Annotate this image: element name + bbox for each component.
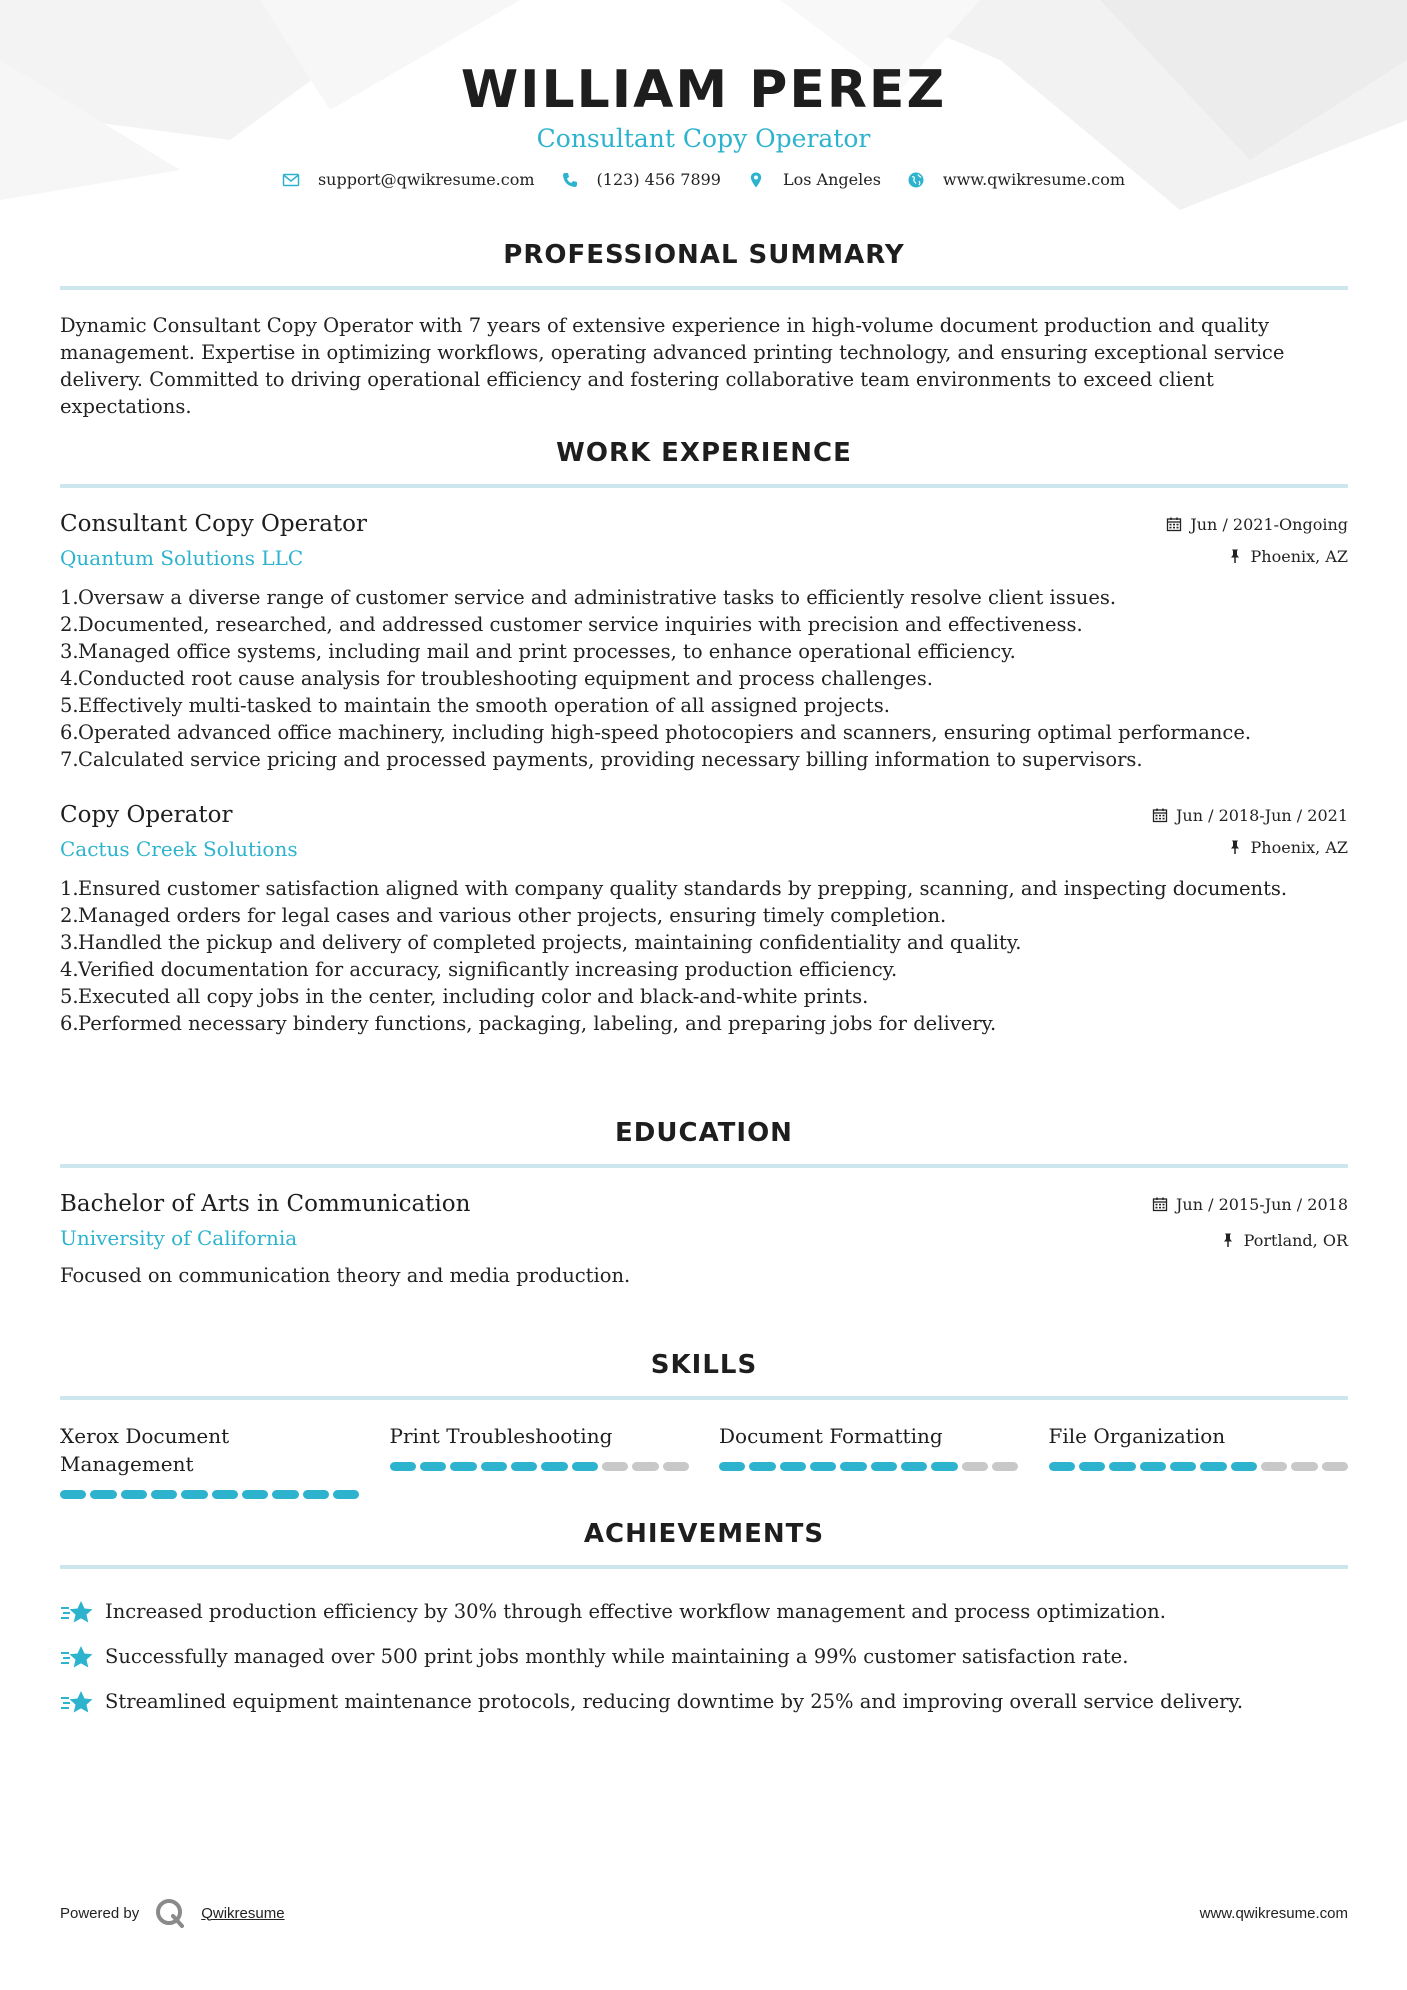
- job-bullets: [60, 875, 1348, 1037]
- skill-name: Print Troubleshooting: [389, 1424, 613, 1448]
- list-item: 3.Managed office systems, including mail and print processes, to enhance operational efficiency.: [60, 640, 1016, 663]
- experience-heading: WORK EXPERIENCE: [556, 438, 852, 468]
- skill-level-bar: [390, 1462, 690, 1471]
- skills-list: [60, 1422, 1348, 1499]
- education-entry: [60, 1188, 1348, 1289]
- education-description: Focused on communication theory and media production.: [60, 1264, 631, 1287]
- star-icon: [60, 1687, 94, 1717]
- star-icon: [60, 1642, 94, 1672]
- skill-segment-filled: [60, 1490, 86, 1499]
- list-item: 1.Ensured customer satisfaction aligned with company quality standards by prepping, scanning, and inspecting documents.: [60, 877, 1288, 900]
- skill-segment-filled: [840, 1462, 866, 1471]
- pin-icon: [1227, 839, 1243, 855]
- list-item: 4.Verified documentation for accuracy, significantly increasing production efficiency.: [60, 958, 898, 981]
- achievement-item: [60, 1687, 1348, 1717]
- skill-item: [60, 1422, 360, 1499]
- skill-segment-empty: [1322, 1462, 1348, 1471]
- pin-icon: [1227, 548, 1243, 564]
- skill-segment-filled: [481, 1462, 507, 1471]
- skill-name: Xerox Document Management: [60, 1424, 230, 1476]
- location-icon: [747, 171, 765, 189]
- calendar-icon: [1152, 807, 1168, 823]
- degree: Bachelor of Arts in Communication: [60, 1191, 471, 1217]
- job-location: [1166, 540, 1348, 572]
- skill-segment-filled: [90, 1490, 116, 1499]
- skills-heading: SKILLS: [650, 1350, 758, 1380]
- job-company: Cactus Creek Solutions: [60, 837, 298, 861]
- job-location-text: Phoenix, AZ: [1250, 546, 1348, 566]
- qwikresume-logo-icon: [153, 1896, 187, 1930]
- star-icon: [60, 1597, 94, 1627]
- skill-segment-filled: [212, 1490, 238, 1499]
- skill-item: [390, 1422, 690, 1499]
- skill-segment-filled: [931, 1462, 957, 1471]
- summary-heading: PROFESSIONAL SUMMARY: [503, 240, 905, 270]
- skill-segment-filled: [1231, 1462, 1257, 1471]
- contact-location: [747, 170, 881, 189]
- education-meta: [1152, 1188, 1348, 1256]
- skill-segment-filled: [333, 1490, 359, 1499]
- skill-segment-filled: [1079, 1462, 1105, 1471]
- calendar-icon: [1152, 1196, 1168, 1212]
- footer-website[interactable]: www.qwikresume.com: [1199, 1904, 1348, 1922]
- skill-name: Document Formatting: [719, 1424, 943, 1448]
- website-text: www.qwikresume.com: [942, 170, 1126, 189]
- achievements-section: [60, 1517, 1348, 1717]
- achievement-item: [60, 1597, 1348, 1627]
- job-meta: [1166, 508, 1348, 572]
- candidate-title: Consultant Copy Operator: [536, 124, 871, 153]
- skill-segment-filled: [719, 1462, 745, 1471]
- education-location: [1152, 1224, 1348, 1256]
- candidate-name: WILLIAM PEREZ: [460, 60, 947, 120]
- location-text: Los Angeles: [782, 170, 881, 189]
- skill-segment-filled: [810, 1462, 836, 1471]
- job-dates-text: Jun / 2021-Ongoing: [1190, 514, 1348, 534]
- job-dates: [1152, 799, 1348, 831]
- email-text: support@qwikresume.com: [317, 170, 535, 189]
- skill-segment-filled: [871, 1462, 897, 1471]
- skill-segment-empty: [962, 1462, 988, 1471]
- skill-segment-filled: [901, 1462, 927, 1471]
- experience-section: [60, 436, 1348, 1037]
- phone-icon: [561, 171, 579, 189]
- education-dates: [1152, 1188, 1348, 1220]
- skill-segment-empty: [632, 1462, 658, 1471]
- calendar-icon: [1166, 516, 1182, 532]
- list-item: 1.Oversaw a diverse range of customer service and administrative tasks to efficiently resolve client issues.: [60, 586, 1117, 609]
- achievement-text: Successfully managed over 500 print jobs monthly while maintaining a 99% customer satisfaction rate.: [105, 1645, 1129, 1668]
- skill-segment-filled: [780, 1462, 806, 1471]
- achievements-heading: ACHIEVEMENTS: [583, 1519, 825, 1549]
- skill-segment-filled: [420, 1462, 446, 1471]
- contact-bar: [0, 170, 1407, 189]
- job-dates-text: Jun / 2018-Jun / 2021: [1175, 805, 1348, 825]
- phone-text: (123) 456 7899: [596, 170, 721, 189]
- skill-segment-empty: [1261, 1462, 1287, 1471]
- skill-segment-filled: [572, 1462, 598, 1471]
- skill-segment-empty: [602, 1462, 628, 1471]
- footer-branding: [60, 1896, 285, 1930]
- email-icon: [282, 171, 300, 189]
- skill-level-bar: [719, 1462, 1019, 1471]
- section-divider: [60, 1164, 1348, 1168]
- brand-link[interactable]: Qwikresume: [201, 1904, 285, 1922]
- skill-segment-filled: [181, 1490, 207, 1499]
- list-item: 3.Handled the pickup and delivery of completed projects, maintaining confidentiality and quality.: [60, 931, 1022, 954]
- footer: [60, 1896, 1348, 1930]
- skill-segment-filled: [121, 1490, 147, 1499]
- skill-segment-filled: [242, 1490, 268, 1499]
- skill-segment-filled: [303, 1490, 329, 1499]
- contact-email[interactable]: [282, 170, 535, 189]
- powered-by-label: Powered by: [60, 1904, 140, 1922]
- job-location: [1152, 831, 1348, 863]
- skill-segment-empty: [1291, 1462, 1317, 1471]
- skill-segment-empty: [663, 1462, 689, 1471]
- section-divider: [60, 286, 1348, 290]
- education-dates-text: Jun / 2015-Jun / 2018: [1175, 1194, 1348, 1214]
- skill-segment-filled: [450, 1462, 476, 1471]
- achievement-item: [60, 1642, 1348, 1672]
- achievement-text: Streamlined equipment maintenance protocols, reducing downtime by 25% and improving overall service delivery.: [105, 1690, 1244, 1713]
- skill-segment-filled: [749, 1462, 775, 1471]
- skill-segment-filled: [1200, 1462, 1226, 1471]
- skills-section: [60, 1348, 1348, 1499]
- skill-segment-filled: [151, 1490, 177, 1499]
- summary-text: Dynamic Consultant Copy Operator with 7 years of extensive experience in high-volume document production and quality management. Expertise in optimizing workflows, operating advanced printing technology, and ensuring exceptional service delivery. Committed to driving operational efficiency and fostering collaborative team environments to exceed client expectations.: [60, 314, 1285, 418]
- job-dates: [1166, 508, 1348, 540]
- job-bullets: [60, 584, 1348, 773]
- job-entry: [60, 508, 1348, 773]
- skill-segment-filled: [272, 1490, 298, 1499]
- list-item: 2.Documented, researched, and addressed customer service inquiries with precision and effectiveness.: [60, 613, 1083, 636]
- list-item: 4.Conducted root cause analysis for troubleshooting equipment and process challenges.: [60, 667, 933, 690]
- contact-phone[interactable]: [561, 170, 721, 189]
- education-section: [60, 1116, 1348, 1289]
- list-item: 6.Operated advanced office machinery, including high-speed photocopiers and scanners, ensuring optimal performance.: [60, 721, 1252, 744]
- pin-icon: [1220, 1232, 1236, 1248]
- job-entry: [60, 799, 1348, 1037]
- skill-segment-filled: [390, 1462, 416, 1471]
- skill-segment-filled: [511, 1462, 537, 1471]
- skill-level-bar: [60, 1490, 360, 1499]
- job-title: Consultant Copy Operator: [60, 511, 368, 537]
- summary-section: [60, 238, 1348, 420]
- list-item: 2.Managed orders for legal cases and various other projects, ensuring timely completion.: [60, 904, 947, 927]
- job-title: Copy Operator: [60, 802, 233, 828]
- skill-segment-empty: [992, 1462, 1018, 1471]
- contact-website[interactable]: [907, 170, 1125, 189]
- skill-segment-filled: [541, 1462, 567, 1471]
- skill-segment-filled: [1109, 1462, 1135, 1471]
- section-divider: [60, 1396, 1348, 1400]
- education-heading: EDUCATION: [615, 1118, 793, 1148]
- skill-item: [1049, 1422, 1349, 1499]
- school: University of California: [60, 1226, 298, 1250]
- list-item: 5.Executed all copy jobs in the center, including color and black-and-white prints.: [60, 985, 869, 1008]
- skill-segment-filled: [1140, 1462, 1166, 1471]
- list-item: 6.Performed necessary bindery functions, packaging, labeling, and preparing jobs for delivery.: [60, 1012, 997, 1035]
- skill-level-bar: [1049, 1462, 1349, 1471]
- job-company: Quantum Solutions LLC: [60, 546, 304, 570]
- skill-segment-filled: [1049, 1462, 1075, 1471]
- skill-name: File Organization: [1048, 1424, 1226, 1448]
- globe-icon: [907, 171, 925, 189]
- job-location-text: Phoenix, AZ: [1250, 837, 1348, 857]
- skill-item: [719, 1422, 1019, 1499]
- job-meta: [1152, 799, 1348, 863]
- skill-segment-filled: [1170, 1462, 1196, 1471]
- resume-header: [0, 0, 1407, 189]
- achievement-text: Increased production efficiency by 30% through effective workflow management and process optimization.: [105, 1600, 1166, 1623]
- list-item: 5.Effectively multi-tasked to maintain the smooth operation of all assigned projects.: [60, 694, 890, 717]
- list-item: 7.Calculated service pricing and processed payments, providing necessary billing information to supervisors.: [60, 748, 1143, 771]
- section-divider: [60, 484, 1348, 488]
- education-location-text: Portland, OR: [1243, 1230, 1348, 1250]
